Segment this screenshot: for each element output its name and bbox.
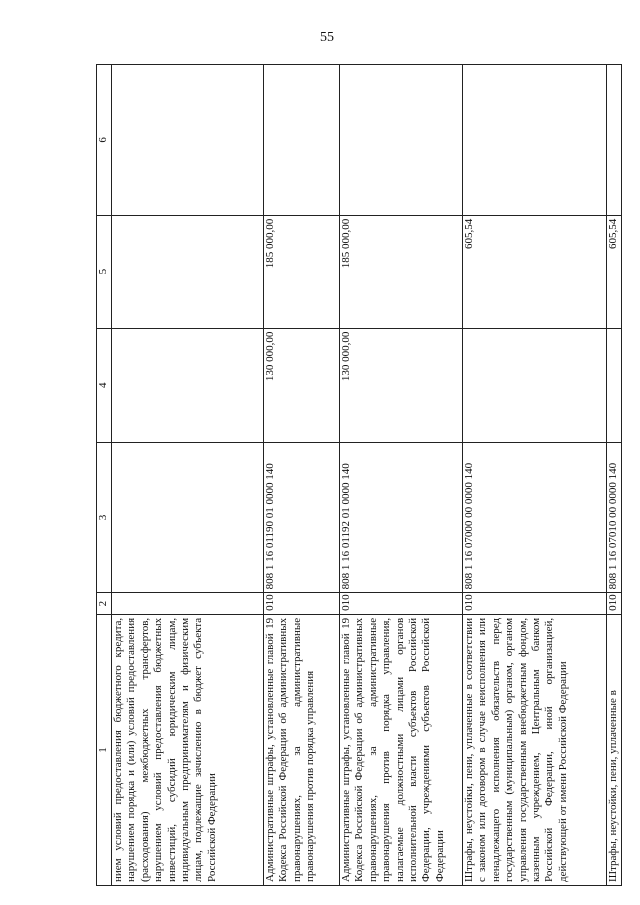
row-code-cell: 010	[340, 593, 463, 615]
column-header-6: 6	[97, 65, 112, 216]
row-kbk-cell: 808 1 16 07010 00 0000 140	[607, 442, 622, 593]
revenue-table-rotated	[96, 64, 619, 886]
row-amount-plan-cell	[607, 328, 622, 442]
column-number-row	[97, 65, 112, 886]
row-amount-fact-cell: 185 000,00	[264, 215, 340, 328]
column-header-1: 1	[97, 614, 112, 885]
row-kbk-cell: 808 1 16 01190 01 0000 140	[264, 442, 340, 593]
row-amount-plan-cell	[112, 328, 264, 442]
column-header-2: 2	[97, 593, 112, 615]
table-row	[112, 65, 264, 886]
column-header-5: 5	[97, 215, 112, 328]
row-name-cell: нием условий предоставления бюджетного кредита, нарушением порядка и (или) условий предоставления (расходования) межбюджетных трансфертов, нарушением условий предоставления бюджетных инвестиций, субсидий юридическим лицам, индивидуальным предпринимателям и физическим лицам, подлежащие зачислению в бюджет субъекта Российской Федерации	[112, 614, 264, 885]
row-amount-plan-cell: 130 000,00	[340, 328, 463, 442]
table-row	[607, 65, 622, 886]
row-note-cell	[463, 65, 607, 216]
row-code-cell: 010	[264, 593, 340, 615]
row-name-cell: Штрафы, неустойки, пени, уплаченные в соответствии с законом или договором в случае неисполнения или ненадлежащего исполнения обязательств перед государственным (муниципальным) органом, органом управления государственным внебюджетным фондом, казенным учреждением, Центральным банком Российской Федерации, иной организацией, действующей от имени Российской Федерации	[463, 614, 607, 885]
row-amount-plan-cell	[463, 328, 607, 442]
row-name-cell: Административные штрафы, установленные главой 19 Кодекса Российской Федерации об административных правонарушениях, за административные правонарушения против порядка управления, налагаемые должностными лицами органов исполнительной власти субъектов Российской Федерации, учреждениями субъектов Российской Федерации	[340, 614, 463, 885]
revenue-table	[96, 64, 622, 886]
row-amount-fact-cell: 605,54	[607, 215, 622, 328]
row-name-cell: Административные штрафы, установленные главой 19 Кодекса Российской Федерации об административных правонарушениях, за административные правонарушения против порядка управления	[264, 614, 340, 885]
column-header-3: 3	[97, 442, 112, 593]
row-amount-fact-cell: 185 000,00	[340, 215, 463, 328]
row-amount-plan-cell: 130 000,00	[264, 328, 340, 442]
row-code-cell: 010	[607, 593, 622, 615]
row-note-cell	[340, 65, 463, 216]
row-amount-fact-cell	[112, 215, 264, 328]
row-kbk-cell: 808 1 16 07000 00 0000 140	[463, 442, 607, 593]
row-note-cell	[264, 65, 340, 216]
row-kbk-cell	[112, 442, 264, 593]
table-row	[264, 65, 340, 886]
row-name-cell: Штрафы, неустойки, пени, уплаченные в	[607, 614, 622, 885]
table-row	[463, 65, 607, 886]
row-code-cell	[112, 593, 264, 615]
row-code-cell: 010	[463, 593, 607, 615]
row-note-cell	[112, 65, 264, 216]
table-row	[340, 65, 463, 886]
row-kbk-cell: 808 1 16 01192 01 0000 140	[340, 442, 463, 593]
row-amount-fact-cell: 605,54	[463, 215, 607, 328]
column-header-4: 4	[97, 328, 112, 442]
row-note-cell	[607, 65, 622, 216]
page-number: 55	[320, 30, 334, 45]
